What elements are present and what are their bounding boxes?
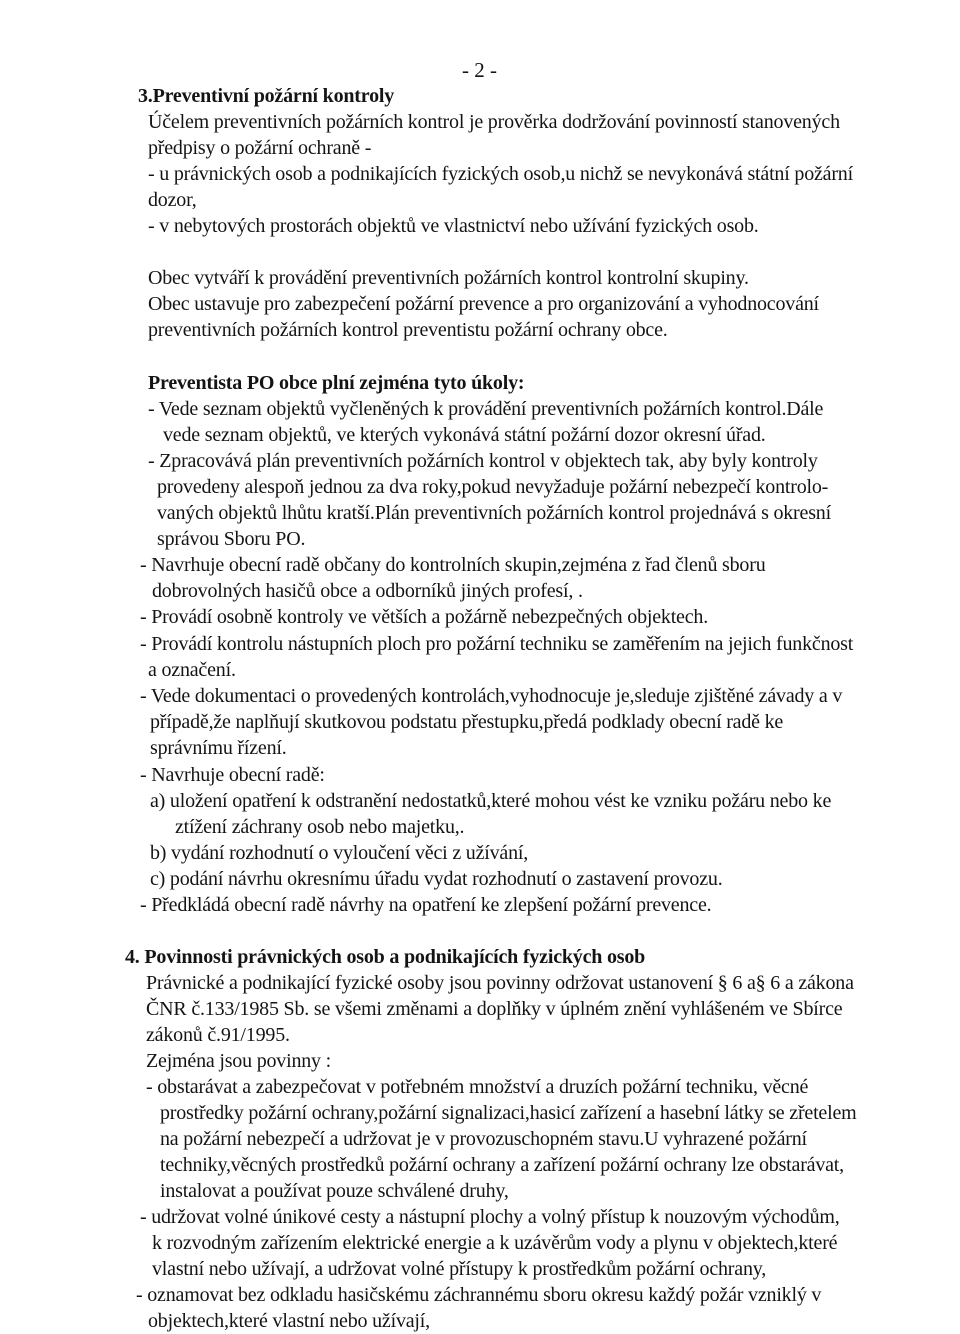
task-line: - Vede seznam objektů vyčleněných k provádění preventivních požárních kontrol.Dále — [148, 398, 824, 420]
text-line: - obstarávat a zabezpečovat v potřebném množství a druzích požární techniku, věcné — [146, 1076, 809, 1098]
text-line: Obec ustavuje pro zabezpečení požární prevence a pro organizování a vyhodnocování — [148, 293, 819, 315]
text-line: Účelem preventivních požárních kontrol je prověrka dodržování povinností stanovených — [148, 111, 840, 133]
text-line: - oznamovat bez odkladu hasičskému záchrannému sboru okresu každý požár vzniklý v — [136, 1284, 822, 1306]
text-line: prostředky požární ochrany,požární signalizaci,hasicí zařízení a hasební látky se zřetelem — [160, 1102, 857, 1124]
text-line: objektech,které vlastní nebo užívají, — [148, 1310, 430, 1332]
text-line: vlastní nebo užívají, a udržovat volné přístupy k prostředkům požární ochrany, — [152, 1258, 767, 1280]
text-line: dozor, — [148, 189, 197, 211]
page-number: - 2 - — [462, 58, 497, 82]
task-line: správou Sboru PO. — [157, 528, 306, 550]
task-line: a označení. — [148, 659, 236, 681]
text-line: předpisy o požární ochraně - — [148, 137, 372, 159]
task-line: - Zpracovává plán preventivních požárních kontrol v objektech tak, aby byly kontroly — [148, 450, 818, 472]
text-line: - v nebytových prostorách objektů ve vlastnictví nebo užívání fyzických osob. — [148, 215, 759, 237]
task-line: ztížení záchrany osob nebo majetku,. — [175, 816, 465, 838]
task-line: - Provádí kontrolu nástupních ploch pro požární techniku se zaměřením na jejich funkčnost — [140, 633, 854, 655]
task-line: c) podání návrhu okresnímu úřadu vydat rozhodnutí o zastavení provozu. — [150, 868, 723, 890]
task-line: případě,že naplňují skutkovou podstatu přestupku,předá podklady obecní radě ke — [150, 711, 784, 733]
text-line: ČNR č.133/1985 Sb. se všemi změnami a doplňky v úplném znění vyhlášeném ve Sbírce — [146, 998, 843, 1020]
task-line: b) vydání rozhodnutí o vyloučení věci z užívání, — [150, 842, 529, 864]
text-line: Obec vytváří k provádění preventivních požárních kontrol kontrolní skupiny. — [148, 267, 749, 289]
task-line: - Navrhuje obecní radě: — [140, 764, 325, 786]
text-line: Zejména jsou povinny : — [146, 1050, 332, 1072]
section-4-heading: 4. Povinnosti právnických osob a podnikajících fyzických osob — [125, 946, 646, 968]
text-line: na požární nebezpečí a udržovat je v provozuschopném stavu.U vyhrazené požární — [160, 1128, 807, 1150]
text-line: - udržovat volné únikové cesty a nástupní plochy a volný přístup k nouzovým východům, — [140, 1206, 840, 1228]
task-line: - Vede dokumentaci o provedených kontrolách,vyhodnocuje je,sleduje zjištěné závady a v — [140, 685, 843, 707]
text-line: - u právnických osob a podnikajících fyzických osob,u nichž se nevykonává státní požární — [148, 163, 853, 185]
text-line: k rozvodným zařízením elektrické energie a k uzávěrům vody a plynu v objektech,které — [152, 1232, 838, 1254]
section-3-heading: 3.Preventivní požární kontroly — [138, 85, 395, 107]
task-line: dobrovolných hasičů obce a odborníků jiných profesí, . — [152, 580, 583, 602]
text-line: techniky,věcných prostředků požární ochrany a zařízení požární ochrany lze obstarávat, — [160, 1154, 844, 1176]
task-line: vaných objektů lhůtu kratší.Plán preventivních požárních kontrol projednává s okresní — [157, 502, 831, 524]
text-line: preventivních požárních kontrol preventistu požární ochrany obce. — [148, 319, 668, 341]
task-line: správnímu řízení. — [150, 737, 287, 759]
task-line: - Provádí osobně kontroly ve větších a požárně nebezpečných objektech. — [140, 606, 709, 628]
text-line: instalovat a používat pouze schválené druhy, — [160, 1180, 509, 1202]
task-line: a) uložení opatření k odstranění nedostatků,které mohou vést ke vzniku požáru nebo ke — [150, 790, 832, 812]
text-line: zákonů č.91/1995. — [146, 1024, 290, 1046]
task-line: vede seznam objektů, ve kterých vykonává státní požární dozor okresní úřad. — [163, 424, 766, 446]
text-line: Právnické a podnikající fyzické osoby jsou povinny održovat ustanovení § 6 a§ 6 a zákona — [146, 972, 854, 994]
task-line: - Předkládá obecní radě návrhy na opatření ke zlepšení požární prevence. — [140, 894, 712, 916]
task-line: provedeny alespoň jednou za dva roky,pokud nevyžaduje požární nebezpečí kontrolo- — [157, 476, 829, 498]
tasks-heading: Preventista PO obce plní zejména tyto úkoly: — [148, 372, 525, 394]
task-line: - Navrhuje obecní radě občany do kontrolních skupin,zejména z řad členů sboru — [140, 554, 766, 576]
